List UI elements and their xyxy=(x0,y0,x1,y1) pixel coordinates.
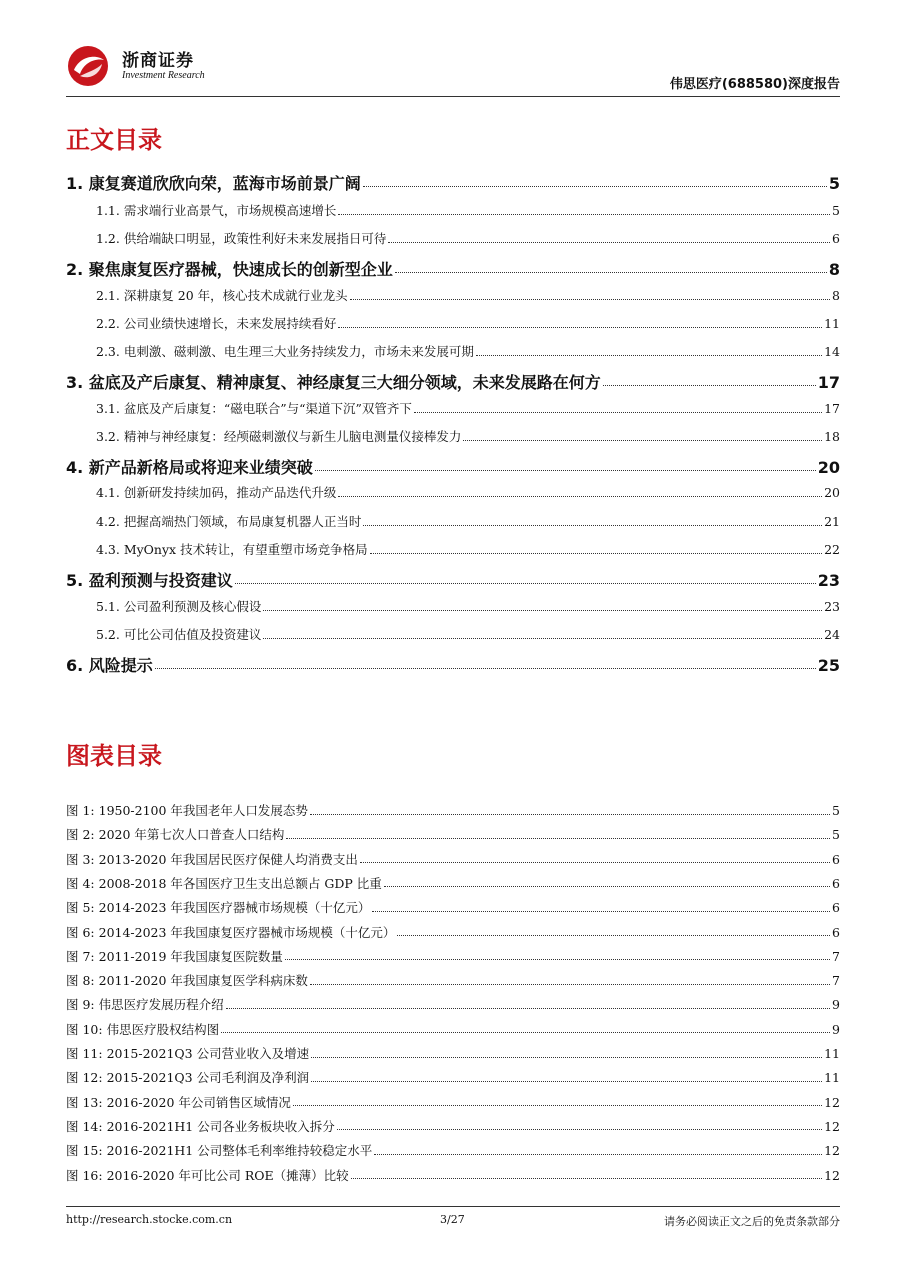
entry-label: 图 4: 2008-2018 年各国医疗卫生支出总额占 GDP 比重 xyxy=(66,875,382,891)
dot-leader xyxy=(338,496,822,497)
toc-title: 正文目录 xyxy=(66,126,162,154)
entry-label: 图 2: 2020 年第七次人口普查人口结构 xyxy=(66,827,285,843)
entry-label: 图 11: 2015-2021Q3 公司营业收入及增速 xyxy=(66,1046,310,1061)
entry-page-number: 17 xyxy=(817,373,840,392)
entry-label: 图 10: 伟思医疗股权结构图 xyxy=(66,1021,220,1037)
dot-leader xyxy=(311,1081,822,1082)
entry-label: 1.2. 供给端缺口明显，政策性利好未来发展指日可待 xyxy=(96,231,387,246)
toc-entry[interactable] xyxy=(66,568,840,591)
entry-label: 4.3. MyOnyx 技术转让，有望重塑市场竞争格局 xyxy=(96,542,368,557)
entry-label: 图 12: 2015-2021Q3 公司毛利润及净利润 xyxy=(66,1070,310,1086)
toc-entry[interactable] xyxy=(66,314,840,332)
figure-entry[interactable] xyxy=(66,801,840,819)
dot-leader xyxy=(263,610,822,611)
entry-page-number: 9 xyxy=(832,997,840,1013)
logo-mark-icon xyxy=(66,44,112,88)
entry-page-number: 5 xyxy=(832,803,840,818)
entry-page-number: 20 xyxy=(824,485,840,500)
dot-leader xyxy=(263,638,822,639)
toc-entry[interactable] xyxy=(66,201,840,219)
dot-leader xyxy=(338,214,830,215)
entry-page-number: 12 xyxy=(824,1118,840,1134)
figure-entry[interactable] xyxy=(66,898,840,916)
dot-leader xyxy=(372,911,830,912)
toc-entry[interactable] xyxy=(66,653,840,676)
entry-page-number: 11 xyxy=(824,1046,840,1061)
dot-leader xyxy=(285,959,830,960)
toc-entry[interactable] xyxy=(66,257,840,280)
dot-leader xyxy=(384,886,830,887)
entry-page-number: 23 xyxy=(817,571,840,590)
dot-leader xyxy=(226,1008,830,1009)
entry-label: 图 7: 2011-2019 年我国康复医院数量 xyxy=(66,948,283,964)
figure-entry[interactable] xyxy=(66,1093,840,1111)
entry-page-number: 8 xyxy=(828,260,840,279)
dot-leader xyxy=(397,935,830,936)
entry-page-number: 11 xyxy=(824,1070,840,1086)
entry-page-number: 12 xyxy=(824,1143,840,1159)
entry-label: 图 8: 2011-2020 年我国康复医学科病床数 xyxy=(66,973,308,989)
page-number: 3/27 xyxy=(440,1213,465,1226)
dot-leader xyxy=(310,814,830,815)
entry-label: 2.3. 电刺激、磁刺激、电生理三大业务持续发力，市场未来发展可期 xyxy=(96,344,474,359)
entry-label: 图 9: 伟思医疗发展历程介绍 xyxy=(66,997,224,1013)
figure-entry[interactable] xyxy=(66,874,840,892)
figure-entry[interactable] xyxy=(66,995,840,1013)
entry-label: 5. 盈利预测与投资建议 xyxy=(66,571,233,590)
footer-url[interactable]: http://research.stocke.com.cn xyxy=(66,1213,233,1226)
figure-entry[interactable] xyxy=(66,1068,840,1086)
toc-entry[interactable] xyxy=(66,286,840,304)
entry-page-number: 12 xyxy=(824,1094,840,1110)
entry-label: 2.1. 深耕康复 20 年，核心技术成就行业龙头 xyxy=(96,288,348,303)
entry-page-number: 5 xyxy=(832,203,840,218)
company-logo xyxy=(66,44,306,92)
entry-label: 2.2. 公司业绩快速增长，未来发展持续看好 xyxy=(96,316,337,331)
toc-entry[interactable] xyxy=(66,455,840,478)
figure-entry[interactable] xyxy=(66,923,840,941)
entry-label: 图 6: 2014-2023 年我国康复医疗器械市场规模（十亿元） xyxy=(66,924,396,940)
entry-page-number: 6 xyxy=(832,851,840,867)
dot-leader xyxy=(235,583,816,584)
dot-leader xyxy=(370,553,823,554)
dot-leader xyxy=(337,1129,822,1130)
figure-entry[interactable] xyxy=(66,850,840,868)
entry-page-number: 24 xyxy=(824,627,840,642)
entry-label: 图 14: 2016-2021H1 公司各业务板块收入拆分 xyxy=(66,1118,335,1134)
entry-page-number: 23 xyxy=(824,599,840,614)
toc-entry[interactable] xyxy=(66,399,840,417)
entry-page-number: 17 xyxy=(824,401,840,416)
toc-entry[interactable] xyxy=(66,597,840,615)
entry-label: 图 16: 2016-2020 年可比公司 ROE（摊薄）比较 xyxy=(66,1167,349,1183)
entry-label: 4.1. 创新研发持续加码，推动产品迭代升级 xyxy=(96,485,337,500)
entry-page-number: 21 xyxy=(824,514,840,529)
entry-label: 3.1. 盆底及产后康复：“磁电联合”与“渠道下沉”双管齐下 xyxy=(96,401,412,416)
dot-leader xyxy=(603,385,816,386)
dot-leader xyxy=(388,242,830,243)
entry-label: 1. 康复赛道欣欣向荣，蓝海市场前景广阔 xyxy=(66,174,361,193)
page-footer xyxy=(66,1206,840,1231)
entry-label: 6. 风险提示 xyxy=(66,656,153,675)
entry-page-number: 6 xyxy=(832,231,840,246)
dot-leader xyxy=(155,668,816,669)
entry-page-number: 12 xyxy=(824,1167,840,1183)
entry-label: 1.1. 需求端行业高景气，市场规模高速增长 xyxy=(96,203,337,218)
dot-leader xyxy=(310,984,830,985)
page-header xyxy=(66,40,840,97)
entry-page-number: 6 xyxy=(832,875,840,891)
entry-label: 4.2. 把握高端热门领域，布局康复机器人正当时 xyxy=(96,514,362,529)
report-title: 伟思医疗(688580)深度报告 xyxy=(669,77,840,92)
entry-label: 5.1. 公司盈利预测及核心假设 xyxy=(96,599,262,614)
entry-page-number: 22 xyxy=(824,542,840,557)
entry-label: 图 3: 2013-2020 年我国居民医疗保健人均消费支出 xyxy=(66,851,358,867)
entry-page-number: 7 xyxy=(832,948,840,964)
entry-label: 3. 盆底及产后康复、精神康复、神经康复三大细分领域，未来发展路在何方 xyxy=(66,373,601,392)
figure-entry[interactable] xyxy=(66,1141,840,1159)
figure-entry[interactable] xyxy=(66,1020,840,1038)
dot-leader xyxy=(414,412,822,413)
logo-company-name: 浙商证券 xyxy=(122,51,194,71)
dot-leader xyxy=(338,327,822,328)
figures-title: 图表目录 xyxy=(66,742,162,770)
entry-label: 图 5: 2014-2023 年我国医疗器械市场规模（十亿元） xyxy=(66,900,371,916)
dot-leader xyxy=(363,186,827,187)
entry-page-number: 20 xyxy=(817,458,840,477)
entry-page-number: 8 xyxy=(832,288,840,303)
toc-entry[interactable] xyxy=(66,370,840,393)
figure-entry[interactable] xyxy=(66,947,840,965)
entry-page-number: 11 xyxy=(824,316,840,331)
entry-page-number: 14 xyxy=(824,344,840,359)
entry-page-number: 6 xyxy=(832,924,840,940)
toc-entry[interactable] xyxy=(66,512,840,530)
dot-leader xyxy=(221,1032,830,1033)
footer-disclaimer: 请务必阅读正文之后的免责条款部分 xyxy=(664,1215,840,1228)
dot-leader xyxy=(311,1057,822,1058)
toc-entry[interactable] xyxy=(66,483,840,501)
figure-entry[interactable] xyxy=(66,1044,840,1062)
dot-leader xyxy=(286,838,830,839)
dot-leader xyxy=(363,525,822,526)
logo-subtitle: Investment Research xyxy=(122,70,205,81)
figure-entry[interactable] xyxy=(66,825,840,843)
entry-label: 图 13: 2016-2020 年公司销售区域情况 xyxy=(66,1094,291,1110)
dot-leader xyxy=(360,862,830,863)
entry-label: 2. 聚焦康复医疗器械，快速成长的创新型企业 xyxy=(66,260,393,279)
figure-entry[interactable] xyxy=(66,1117,840,1135)
entry-page-number: 18 xyxy=(824,429,840,444)
dot-leader xyxy=(315,470,816,471)
entry-label: 4. 新产品新格局或将迎来业绩突破 xyxy=(66,458,313,477)
dot-leader xyxy=(395,272,827,273)
toc-entry[interactable] xyxy=(66,427,840,445)
toc-entry[interactable] xyxy=(66,229,840,247)
entry-label: 3.2. 精神与神经康复：经颅磁刺激仪与新生儿脑电测量仪接棒发力 xyxy=(96,429,462,444)
dot-leader xyxy=(351,1178,822,1179)
toc-entry[interactable] xyxy=(66,625,840,643)
toc-entry[interactable] xyxy=(66,171,840,194)
entry-page-number: 9 xyxy=(832,1021,840,1037)
entry-page-number: 7 xyxy=(832,973,840,989)
dot-leader xyxy=(293,1105,822,1106)
entry-page-number: 6 xyxy=(832,900,840,916)
entry-page-number: 5 xyxy=(828,174,840,193)
figure-entry[interactable] xyxy=(66,1166,840,1184)
entry-page-number: 25 xyxy=(817,656,840,675)
toc-entry[interactable] xyxy=(66,540,840,558)
toc-entry[interactable] xyxy=(66,342,840,360)
dot-leader xyxy=(350,299,830,300)
figure-entry[interactable] xyxy=(66,971,840,989)
entry-label: 5.2. 可比公司估值及投资建议 xyxy=(96,627,262,642)
dot-leader xyxy=(374,1154,822,1155)
entry-label: 图 15: 2016-2021H1 公司整体毛利率维持较稳定水平 xyxy=(66,1143,373,1159)
entry-page-number: 5 xyxy=(832,827,840,843)
entry-label: 图 1: 1950-2100 年我国老年人口发展态势 xyxy=(66,803,308,818)
dot-leader xyxy=(463,440,822,441)
dot-leader xyxy=(476,355,822,356)
